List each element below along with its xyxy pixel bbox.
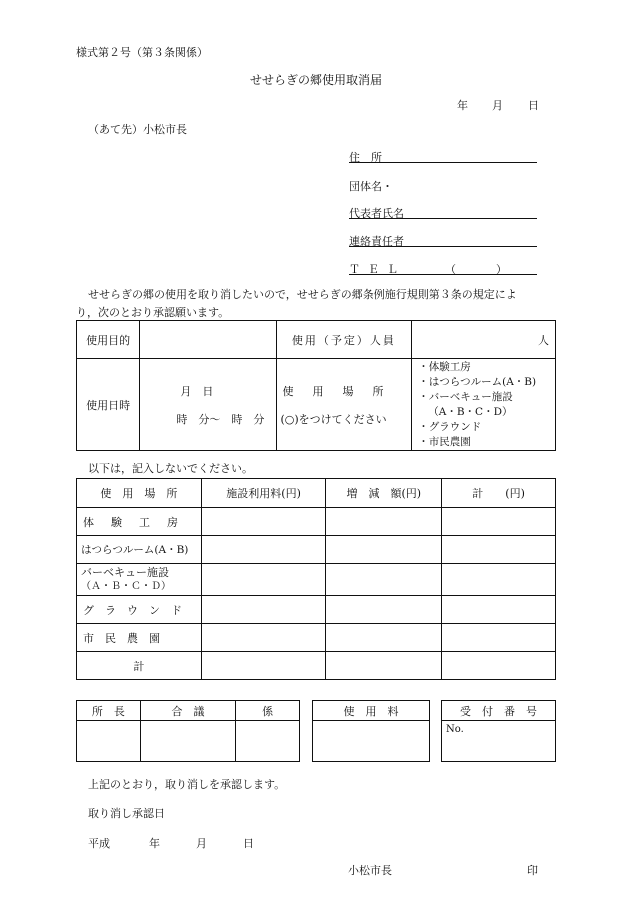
table-row [77,536,556,564]
address-line[interactable] [349,162,537,163]
datetime-label: 使用日時 [77,359,140,451]
facility-option[interactable]: ・体験工房 [418,360,471,373]
request-text-line1: せせらぎの郷の使用を取り消したいので，せせらぎの郷条例施行規則第３条の規定によ [88,288,517,301]
table-cell [326,624,442,652]
table-cell [201,564,326,596]
fee-table [76,478,556,680]
header-director: 所 長 [77,701,141,721]
table-row [77,624,556,652]
contact-person-line[interactable] [349,246,537,247]
tel-label: ＴＥＬ [349,263,406,276]
row-label-farm: 市 民 農 園 [77,624,202,652]
table-cell [442,508,556,536]
facility-list[interactable] [412,359,556,451]
facility-option[interactable]: ・バーベキュー施設 [418,390,513,403]
approval-stamp-table [76,700,300,762]
header-staff: 係 [236,701,300,721]
row-label-total: 計 [77,652,202,680]
usage-table [76,320,556,451]
facility-option-sub: （A・B・C・D） [428,405,513,418]
receipt-number-box [441,700,556,762]
org-name-label: 団体名・ [349,180,393,193]
form-number: 様式第２号（第３条関係） [76,46,208,59]
date-month-label: 月 [492,99,503,112]
table-row [77,564,556,596]
table-row [77,596,556,624]
footer-day-label: 日 [243,837,254,850]
table-cell [442,536,556,564]
era-label: 平成 [88,837,110,850]
table-cell [201,536,326,564]
date-day-label: 日 [528,99,539,112]
header-consultation: 合 議 [140,701,236,721]
month-day: 月 日 [180,384,214,398]
place-note: (○)をつけてください [280,412,387,426]
approval-statement: 上記のとおり，取り消しを承認します。 [88,778,286,791]
table-cell [201,508,326,536]
table-cell [201,624,326,652]
fee-header-usage: 施設利用料(円) [201,479,326,508]
fee-header-total: 計 (円) [442,479,556,508]
table-cell [442,596,556,624]
table-cell [326,508,442,536]
table-cell [326,596,442,624]
row-label-hatsuratsu: はつらつルーム(A・B) [77,536,202,564]
tel-line[interactable] [349,274,537,275]
table-cell [442,624,556,652]
seal-mark: 印 [527,864,538,877]
office-use-note: 以下は，記入しないでください。 [88,462,253,475]
table-cell [201,596,326,624]
table-cell [442,652,556,680]
table-cell [326,564,442,596]
address-label: 住 所 [349,151,382,164]
request-text-line2: り，次のとおり承認願います。 [76,306,230,319]
approval-date-label: 取り消し承認日 [88,807,165,820]
addressee: （あて先）小松市長 [88,123,187,136]
table-cell [201,652,326,680]
row-label-bbq-line2: （Ａ・Ｂ・Ｃ・Ｄ） [81,580,171,592]
place-label: 使 用 場 所 [282,384,388,398]
place-cell [276,359,412,451]
table-row [77,508,556,536]
representative-line[interactable] [349,218,537,219]
time-range: 時 分〜 時 分 [176,412,265,426]
footer-year-label: 年 [149,837,160,850]
usage-fee-box [312,700,430,762]
footer-month-label: 月 [196,837,207,850]
receipt-no: No. [442,721,556,762]
stamp-cell [140,721,236,762]
people-field[interactable] [412,321,556,359]
fee-header-adjust: 増 減 額(円) [326,479,442,508]
fee-header-place: 使 用 場 所 [77,479,202,508]
purpose-field[interactable] [140,321,276,359]
stamp-cell [236,721,300,762]
stamp-cell [77,721,141,762]
table-row [77,652,556,680]
row-label-ground: グ ラ ウ ン ド [77,596,202,624]
document-title: せせらぎの郷使用取消届 [250,73,383,87]
row-label-bbq [77,564,202,596]
people-label: 使用（予定）人員 [276,321,412,359]
mayor-label: 小松市長 [348,864,392,877]
contact-person-label: 連絡責任者 [349,235,404,248]
table-cell [326,536,442,564]
facility-option[interactable]: ・グラウンド [418,420,482,433]
row-label-bbq-line1: バーベキュー施設 [81,565,169,579]
row-label-workshop: 体 験 工 房 [77,508,202,536]
datetime-field[interactable] [140,359,276,451]
facility-option[interactable]: ・はつらつルーム(A・B) [418,375,537,388]
table-cell [326,652,442,680]
representative-label: 代表者氏名 [349,207,404,220]
tel-paren: （ ） [445,263,513,276]
header-usage-fee: 使 用 料 [313,701,430,721]
people-unit: 人 [538,333,549,347]
facility-option[interactable]: ・市民農園 [418,435,471,448]
header-receipt-number: 受 付 番 号 [442,701,556,721]
table-cell [442,564,556,596]
usage-fee-cell [313,721,430,762]
purpose-label: 使用目的 [77,321,140,359]
date-year-label: 年 [457,99,468,112]
